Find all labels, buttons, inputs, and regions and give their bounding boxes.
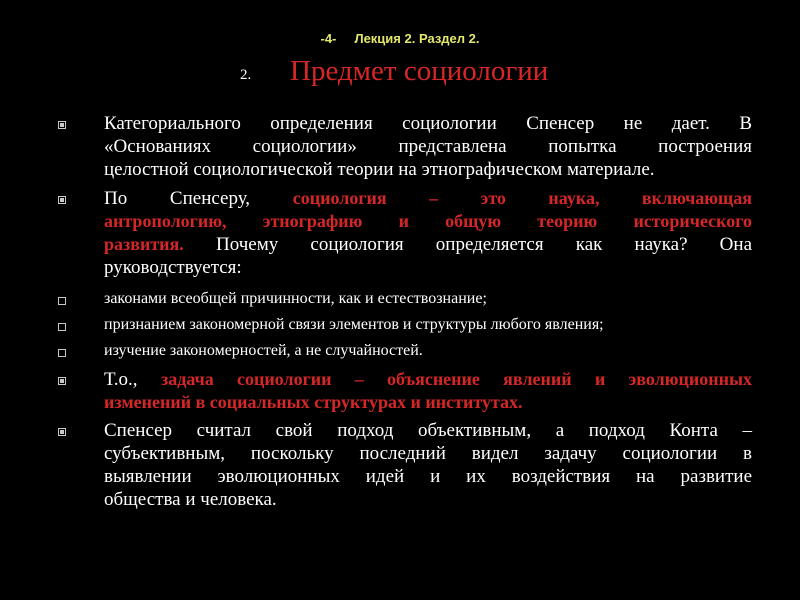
paragraph-1-line-2: «Основаниях социологии» представлена попытка построения [104,136,752,157]
paragraph-4-line-1: Спенсер считал свой подход объективным, а подход Конта – [104,420,752,441]
hollow-square-bullet-icon [58,297,66,305]
paragraph-3 [104,368,752,414]
paragraph-3-highlight-2: изменений в социальных структурах и институтах. [104,392,523,412]
paragraph-3-highlight-1: задача социологии – объяснение явлений и эволюционных [160,369,753,389]
paragraph-2 [104,187,752,279]
paragraph-4 [104,419,752,511]
hollow-square-bullet-icon [58,323,66,331]
subitem-2: признанием закономерной связи элементов и структуры любого явления; [104,316,604,333]
slide-header: -4- Лекция 2. Раздел 2. [320,31,480,46]
paragraph-1 [104,112,752,181]
paragraph-4-line-4: общества и человека. [104,489,277,510]
paragraph-2-plain-1: По Спенсеру, [104,188,251,209]
hollow-square-bullet-icon [58,349,66,357]
paragraph-1-line-1: Категориального определения социологии Спенсер не дает. В [104,113,752,134]
slide-title: Предмет социологии [290,55,549,87]
paragraph-4-line-2: субъективным, поскольку последний видел задачу социологии в [104,443,752,464]
paragraph-2-line-4: руководствуется: [104,257,242,278]
square-bullet-icon [58,196,66,204]
paragraph-2-highlight-2: антропологию, этнографию и общую теорию исторического [104,211,752,231]
paragraph-2-highlight-1: социология – это наука, включающая [292,188,752,208]
paragraph-2-line-1 [104,187,752,210]
square-bullet-icon [58,121,66,129]
square-bullet-icon [58,377,66,385]
subitem-1: законами всеобщей причинности, как и естествознание; [104,290,487,307]
paragraph-2-highlight-3: развития. [104,234,184,254]
paragraph-2-plain-3: Почему социология определяется как наука? Она [215,234,752,255]
slide-title-row [0,55,800,95]
paragraph-4-line-3: выявлении эволюционных идей и их воздействия на развитие [104,466,752,487]
paragraph-3-plain-1: Т.о., [104,369,138,390]
paragraph-2-line-3 [104,233,752,256]
subitem-3: изучение закономерностей, а не случайностей. [104,342,423,359]
paragraph-3-line-1 [104,368,752,391]
square-bullet-icon [58,428,66,436]
paragraph-1-line-3: целостной социологической теории на этнографическом материале. [104,159,655,180]
title-number: 2. [240,67,252,83]
